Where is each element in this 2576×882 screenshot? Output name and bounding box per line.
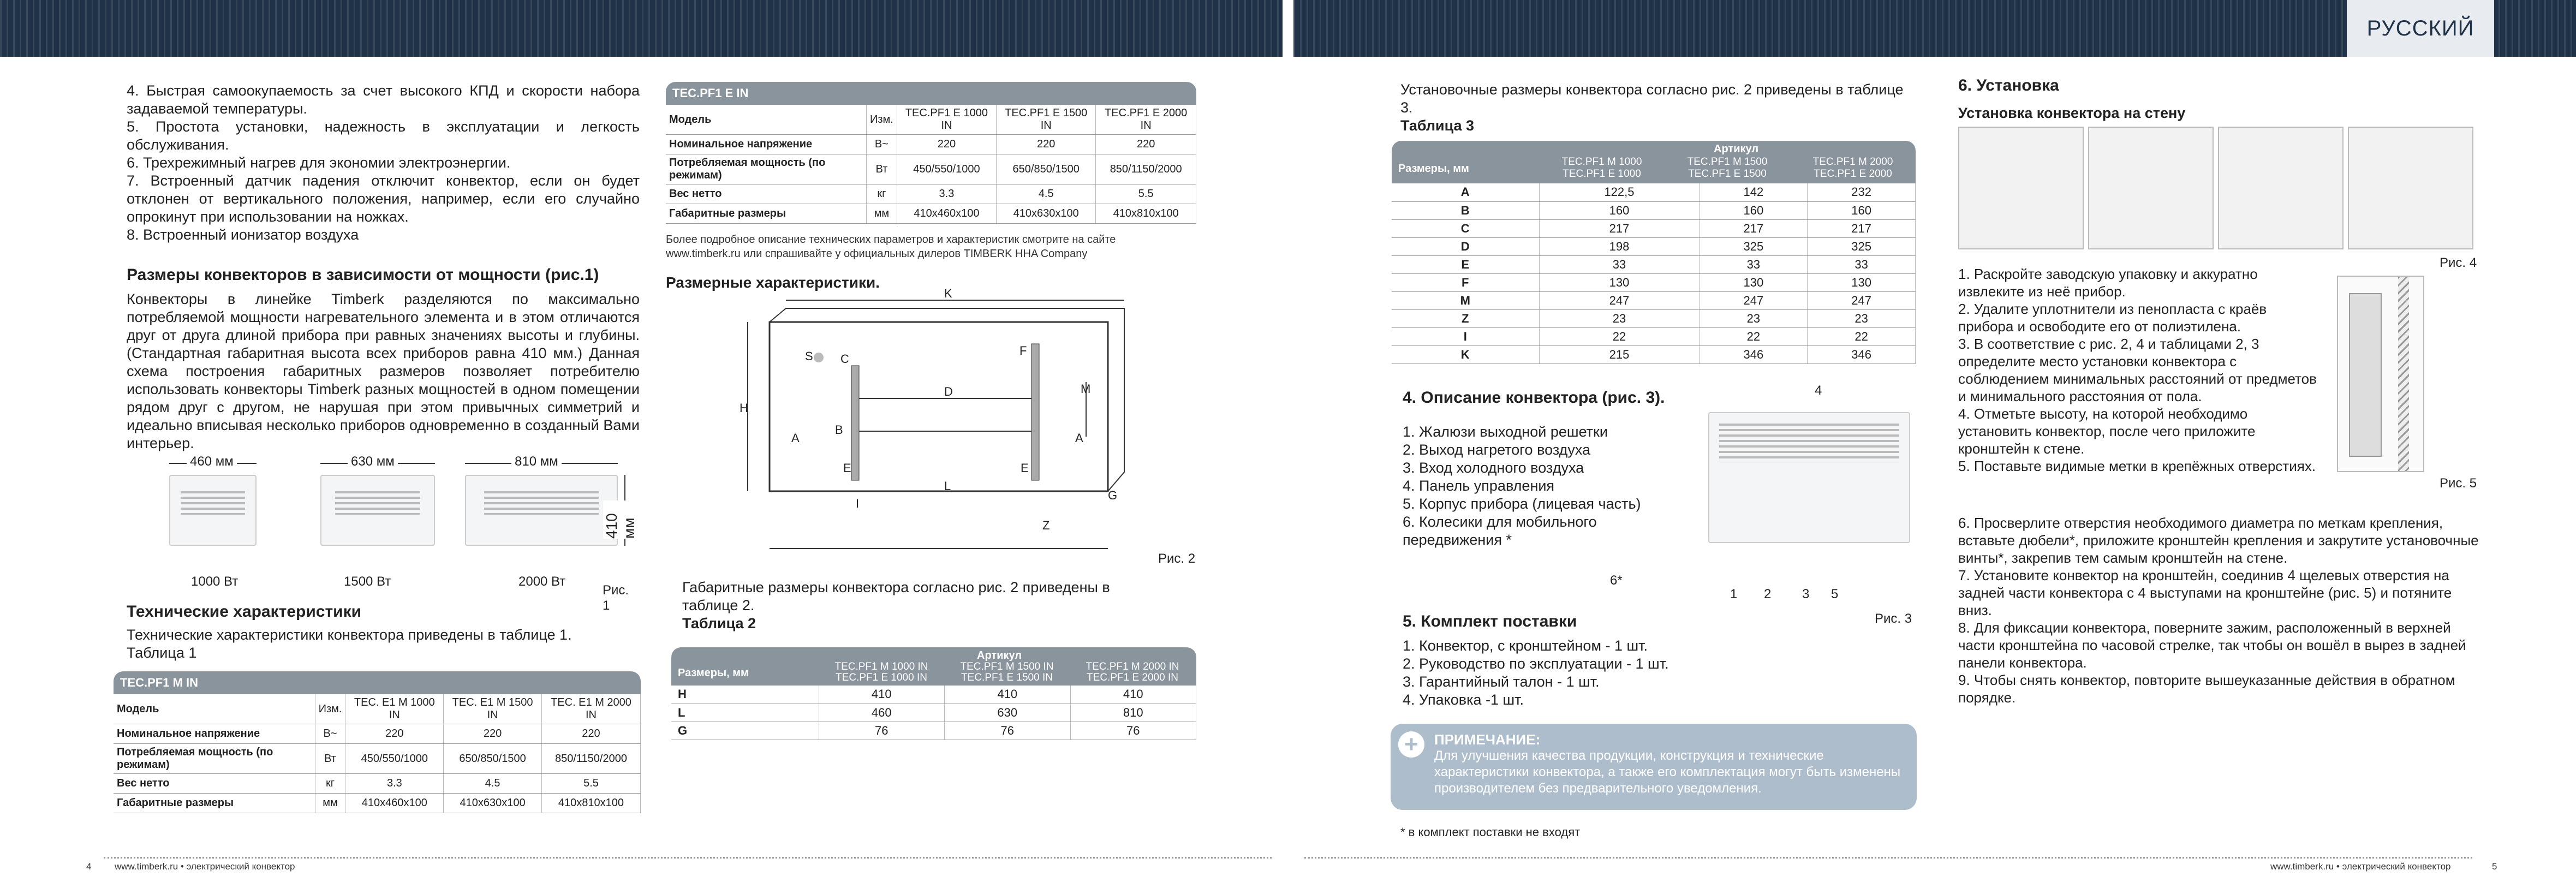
feature-item: 6. Трехрежимный нагрев для экономии электроэнергии. (127, 154, 511, 171)
table-cell: E (1392, 255, 1539, 273)
table3-model: TEC.PF1 M 1000 TEC.PF1 E 1000 (1561, 156, 1642, 180)
table-cell: 850/1150/2000 (541, 744, 640, 774)
table-cell: Модель (114, 694, 315, 724)
fig1-power-label: 2000 Вт (518, 574, 566, 589)
fig2-label: Z (1042, 519, 1050, 532)
table-cell: 810 (1070, 704, 1196, 722)
table-e (666, 82, 1196, 298)
table-cell: 122,5 (1539, 183, 1700, 201)
table-cell: 3.3 (345, 774, 444, 794)
fig2-label: B (835, 423, 843, 437)
fig2-label: L (944, 479, 951, 493)
sizes-text: Конвекторы в линейке Timberk разделяются по максимально потребляемой мощности нагревательного элемента и в этом отличаются друг от друга длиной прибора при равных значениях высоты и глубины. (Стандартная габаритная высота всех приборов равна 410 мм.) Данная схема построения габаритных размеров позволяет потребителю использовать конвекторы Timberk разных мощностей в одном помещении рядом друг с другом, не нарушая при этом привычных симметрий и идеально вписывая несколько приборов одновременно в созданный Вами интерьер. (127, 291, 640, 451)
tech-section (127, 599, 640, 662)
note-text: Для улучшения качества продукции, конструкция и технические характеристики конвектора, а также его комплектация могут быть изменены производителем без предварительного уведомления. (1434, 748, 1901, 796)
feature-item: 8. Встроенный ионизатор воздуха (127, 227, 359, 243)
fig1-caption: Рис. 1 (603, 583, 629, 613)
fig2-label: D (944, 385, 953, 398)
table-cell: 325 (1808, 237, 1916, 255)
install-step: 9. Чтобы снять конвектор, повторите вышеуказанные действия в обратном порядке. (1958, 672, 2455, 706)
footer-page-number-right: 5 (2492, 861, 2497, 872)
table-cell: Номинальное напряжение (114, 724, 315, 744)
table-cell: мм (866, 204, 897, 224)
table-cell: I (1392, 327, 1539, 345)
table-cell: 5.5 (1096, 184, 1196, 204)
table-cell: Номинальное напряжение (666, 135, 866, 154)
table3-title: Таблица 3 (1400, 117, 1475, 134)
note-box (1391, 724, 1917, 810)
desc-item: 4. Панель управления (1403, 478, 1555, 494)
plus-icon: + (1398, 731, 1424, 758)
fig1-power-label: 1000 Вт (191, 574, 238, 589)
table3-article: Артикул (1714, 143, 1759, 155)
install-photo-1 (1958, 127, 2084, 249)
table-cell: 130 (1539, 273, 1700, 291)
fig3-caption: Рис. 3 (1875, 611, 1912, 626)
table-cell: 650/850/1500 (444, 744, 542, 774)
table2-intro (682, 579, 1141, 633)
install-steps-a (1958, 265, 2324, 475)
fig2-label: G (1108, 488, 1118, 502)
fig1-width-label: 460 мм (187, 454, 237, 469)
table-cell: 160 (1700, 201, 1808, 219)
table-cell: C (1392, 219, 1539, 237)
table2-model: TEC.PF1 M 1500 IN TEC.PF1 E 1500 IN (960, 661, 1054, 683)
fig1-width-label: 630 мм (348, 454, 398, 469)
sizes-heading: Размеры конвекторов в зависимости от мощности (рис.1) (127, 266, 599, 284)
table-cell: 410x810x100 (541, 794, 640, 813)
footer-divider-right (1304, 857, 2472, 859)
table-cell: 410x810x100 (1096, 204, 1196, 224)
table-cell: Вес нетто (114, 774, 315, 794)
fig2-label: S (805, 349, 813, 363)
figure-2-drawing (726, 289, 1195, 562)
table-cell: 346 (1808, 345, 1916, 363)
table-cell: TEC. E1 M 1500 IN (444, 694, 542, 724)
table-cell: 215 (1539, 345, 1700, 363)
fig2-label: I (856, 497, 860, 510)
table-cell: 23 (1700, 309, 1808, 327)
table-cell: 410x630x100 (997, 204, 1096, 224)
desc-item: 1. Жалюзи выходной решетки (1403, 424, 1608, 440)
table-cell: 217 (1808, 219, 1916, 237)
table-cell: 247 (1808, 291, 1916, 309)
dims-heading: Размерные характеристики. (666, 274, 880, 291)
table-cell: K (1392, 345, 1539, 363)
fig5-bracket-image (2337, 276, 2424, 472)
table-cell: 142 (1700, 183, 1808, 201)
table-cell: 220 (345, 724, 444, 744)
install-step: 1. Раскройте заводскую упаковку и аккуратно извлеките из неё прибор. (1958, 266, 2258, 300)
install-dims-text: Установочные размеры конвектора согласно рис. 2 приведены в таблице 3. (1400, 81, 1904, 116)
install-step: 8. Для фиксации конвектора, поверните зажим, расположенный в верхней части кронштейна по часовой стрелке, так чтобы он вошёл в вырез в задней панели конвектора. (1958, 619, 2466, 671)
table-cell: Z (1392, 309, 1539, 327)
table-cell: 33 (1539, 255, 1700, 273)
table-cell: 33 (1808, 255, 1916, 273)
table-cell: 22 (1539, 327, 1700, 345)
table2-model: TEC.PF1 M 1000 IN TEC.PF1 E 1000 IN (834, 661, 928, 683)
table-cell: 346 (1700, 345, 1808, 363)
install-photo-3 (2218, 127, 2344, 249)
fig2-label: E (843, 461, 851, 475)
table-cell: 23 (1539, 309, 1700, 327)
table-cell: 247 (1700, 291, 1808, 309)
desc-heading: 4. Описание конвектора (рис. 3). (1403, 389, 1665, 407)
table-cell: TEC.PF1 E 1000 IN (897, 105, 996, 135)
table-cell: 217 (1700, 219, 1808, 237)
table-cell: 23 (1808, 309, 1916, 327)
table-1 (114, 671, 641, 813)
feature-item: 7. Встроенный датчик падения отключит конвектор, если он будет отклонен от вертикального положения, например, если его случайно опрокинут при использовании на ножках. (127, 172, 640, 225)
fig3-callout: 5 (1831, 587, 1839, 601)
fig2-label: H (740, 401, 748, 415)
table3-size-label: Размеры, мм (1398, 163, 1469, 175)
fig2-label: C (840, 352, 849, 366)
kit-section (1403, 612, 1730, 709)
tech-text: Технические характеристики конвектора приведены в таблице 1. (127, 627, 572, 643)
install-step: 4. Отметьте высоту, на которой необходимо установить конвектор, после чего приложите кронштейн к стене. (1958, 406, 2256, 457)
table-cell: 450/550/1000 (897, 154, 996, 184)
fig1-width-label: 810 мм (511, 454, 562, 469)
install-heading: 6. Установка (1958, 76, 2059, 94)
table-e-series: TEC.PF1 E IN (666, 82, 1196, 105)
install-section (1958, 76, 2482, 122)
fig2-label: F (1019, 344, 1027, 357)
table-cell: 850/1150/2000 (1096, 154, 1196, 184)
table-cell: M (1392, 291, 1539, 309)
table-cell: 232 (1808, 183, 1916, 201)
dims-text: Габаритные размеры конвектора согласно рис. 2 приведены в таблице 2. (682, 579, 1110, 613)
kit-item: 4. Упаковка -1 шт. (1403, 692, 1524, 708)
feature-item: 4. Быстрая самоокупаемость за счет высокого КПД и скорости набора задаваемой температуры. (127, 82, 640, 117)
desc-item: 5. Корпус прибора (лицевая часть) (1403, 496, 1641, 512)
fig3-callout: 1 (1730, 587, 1738, 601)
wall-heading: Установка конвектора на стену (1958, 105, 2186, 121)
table-cell: 650/850/1500 (997, 154, 1096, 184)
desc-item: 3. Вход холодного воздуха (1403, 460, 1584, 476)
table-cell: 217 (1539, 219, 1700, 237)
fig1-power-label: 1500 Вт (344, 574, 391, 589)
install-step: 3. В соответствие с рис. 2, 4 и таблицами 2, 3 определите место установки конвектора с соблюдением минимальных расстояний от предметов и минимального расстояния от пола. (1958, 336, 2317, 404)
table-cell: Габаритные размеры (114, 794, 315, 813)
table-cell: 76 (945, 722, 1071, 740)
feature-item: 5. Простота установки, надежность в эксплуатации и легкость обслуживания. (127, 118, 640, 153)
table-cell: 450/550/1000 (345, 744, 444, 774)
fig3-callout: 6* (1610, 573, 1623, 588)
table-cell: 220 (1096, 135, 1196, 154)
fig2-caption: Рис. 2 (1158, 551, 1196, 566)
table-cell: L (671, 704, 819, 722)
table-cell: G (671, 722, 819, 740)
table-cell: TEC.PF1 E 2000 IN (1096, 105, 1196, 135)
table-cell: 160 (1808, 201, 1916, 219)
table2-model: TEC.PF1 M 2000 IN TEC.PF1 E 2000 IN (1086, 661, 1179, 683)
fig2-label: A (791, 431, 800, 445)
table-cell: В~ (866, 135, 897, 154)
table-cell: TEC.PF1 E 1500 IN (997, 105, 1096, 135)
kit-item: 2. Руководство по эксплуатации - 1 шт. (1403, 655, 1669, 672)
table2-size-label: Размеры, мм (678, 667, 749, 679)
table-cell: Вес нетто (666, 184, 866, 204)
convector-2000-image (465, 475, 618, 546)
table-cell: TEC. E1 M 2000 IN (541, 694, 640, 724)
table-cell: Потребляемая мощность (по режимам) (666, 154, 866, 184)
table-cell: 630 (945, 704, 1071, 722)
install-step: 2. Удалите уплотнители из пенопласта с краёв прибора и освободите его от полиэтилена. (1958, 301, 2267, 335)
table-3 (1392, 141, 1916, 364)
table1-title: Таблица 1 (127, 645, 197, 661)
fig3-callout: 2 (1764, 587, 1772, 601)
footnote: * в комплект поставки не входят (1400, 825, 1581, 839)
table-cell: Вт (866, 154, 897, 184)
install-step: 6. Просверлите отверстия необходимого диаметра по меткам крепления, вставьте дюбели*, приложите кронштейн крепления и закрутите установочные винты*, закрепив тем самым кронштейн на стене. (1958, 515, 2479, 566)
table3-model: TEC.PF1 M 1500 TEC.PF1 E 1500 (1687, 156, 1768, 180)
table-cell: A (1392, 183, 1539, 201)
fig5-caption: Рис. 5 (2440, 476, 2477, 491)
table-cell: 220 (444, 724, 542, 744)
fig2-label: M (1081, 382, 1091, 396)
table-cell: 22 (1700, 327, 1808, 345)
left-column-1 (127, 82, 640, 452)
language-label: РУССКИЙ (2347, 0, 2494, 57)
feature-list (127, 82, 640, 244)
table-cell: 5.5 (541, 774, 640, 794)
fig4-caption: Рис. 4 (2440, 255, 2477, 270)
table-cell: 130 (1700, 273, 1808, 291)
table-cell: TEC. E1 M 1000 IN (345, 694, 444, 724)
table-cell: 247 (1539, 291, 1700, 309)
kit-heading: 5. Комплект поставки (1403, 612, 1577, 630)
table-cell: В~ (315, 724, 345, 744)
fig1-height-label: 410 мм (603, 500, 638, 539)
table-cell: 76 (819, 722, 945, 740)
table-cell: Изм. (315, 694, 345, 724)
table-cell: мм (315, 794, 345, 813)
table-cell: 4.5 (444, 774, 542, 794)
footer-page-number-left: 4 (86, 861, 92, 872)
table-cell: 198 (1539, 237, 1700, 255)
table-cell: 410x630x100 (444, 794, 542, 813)
note-title: ПРИМЕЧАНИЕ: (1434, 731, 1541, 748)
table-cell: 410 (945, 686, 1071, 704)
table-cell: 410 (819, 686, 945, 704)
table3-model: TEC.PF1 M 2000 TEC.PF1 E 2000 (1812, 156, 1893, 180)
convector-front-image (1708, 412, 1910, 543)
table-cell: 4.5 (997, 184, 1096, 204)
install-dims-section (1400, 81, 1913, 135)
table-cell: 33 (1700, 255, 1808, 273)
table-cell: кг (315, 774, 345, 794)
table-cell: 410 (1070, 686, 1196, 704)
convector-1000-image (169, 475, 257, 546)
table-cell: 160 (1539, 201, 1700, 219)
kit-item: 1. Конвектор, с кронштейном - 1 шт. (1403, 637, 1648, 654)
table-cell: Габаритные размеры (666, 204, 866, 224)
footer-site-left: www.timberk.ru • электрический конвектор (115, 861, 295, 872)
table-cell: F (1392, 273, 1539, 291)
install-photo-2 (2088, 127, 2214, 249)
table2-title: Таблица 2 (682, 615, 756, 631)
table1-series: TEC.PF1 M IN (114, 671, 641, 694)
table-cell: D (1392, 237, 1539, 255)
figure-3 (1610, 382, 1921, 633)
kit-item: 3. Гарантийный талон - 1 шт. (1403, 674, 1600, 690)
fig3-callout: 4 (1815, 383, 1822, 398)
table-cell: Модель (666, 105, 866, 135)
table-cell: кг (866, 184, 897, 204)
table-cell: 410x460x100 (897, 204, 996, 224)
footer-divider-left (104, 857, 1272, 859)
more-info-text: Более подробное описание технических параметров и характеристик смотрите на сайте www.timberk.ru или спрашивайте у официальных дилеров TIMBERK HHA Company (666, 234, 1116, 260)
table-cell: 410x460x100 (345, 794, 444, 813)
table2-article: Артикул (977, 649, 1022, 662)
table-cell: 220 (897, 135, 996, 154)
install-step: 5. Поставьте видимые метки в крепёжных отверстиях. (1958, 458, 2316, 474)
table-cell: 3.3 (897, 184, 996, 204)
table-cell: 130 (1808, 273, 1916, 291)
table-cell: 325 (1700, 237, 1808, 255)
table-cell: Потребляемая мощность (по режимам) (114, 744, 315, 774)
table-cell: 220 (997, 135, 1096, 154)
table-2 (671, 647, 1196, 740)
install-steps-b (1958, 514, 2482, 706)
table-cell: 76 (1070, 722, 1196, 740)
table-cell: B (1392, 201, 1539, 219)
table-cell: H (671, 686, 819, 704)
tech-heading: Технические характеристики (127, 603, 362, 621)
desc-item: 6. Колесики для мобильного передвижения * (1403, 514, 1597, 548)
header-band-left (0, 0, 1283, 57)
table-cell: Вт (315, 744, 345, 774)
table-cell: 460 (819, 704, 945, 722)
table-cell: 220 (541, 724, 640, 744)
footer-site-right: www.timberk.ru • электрический конвектор (2270, 861, 2451, 872)
fig3-callout: 3 (1802, 587, 1810, 601)
install-photo-4 (2348, 127, 2473, 249)
table-cell: 22 (1808, 327, 1916, 345)
table-cell: Изм. (866, 105, 897, 135)
fig2-label: K (944, 289, 952, 300)
desc-item: 2. Выход нагретого воздуха (1403, 442, 1591, 458)
fig2-label: E (1021, 461, 1029, 475)
convector-1500-image (320, 475, 435, 546)
install-step: 7. Установите конвектор на кронштейн, соединив 4 щелевых отверстия на задней части конвектора с 4 выступами на кронштейне (рис. 5) и потяните вниз. (1958, 567, 2452, 618)
fig2-label: A (1075, 431, 1083, 445)
